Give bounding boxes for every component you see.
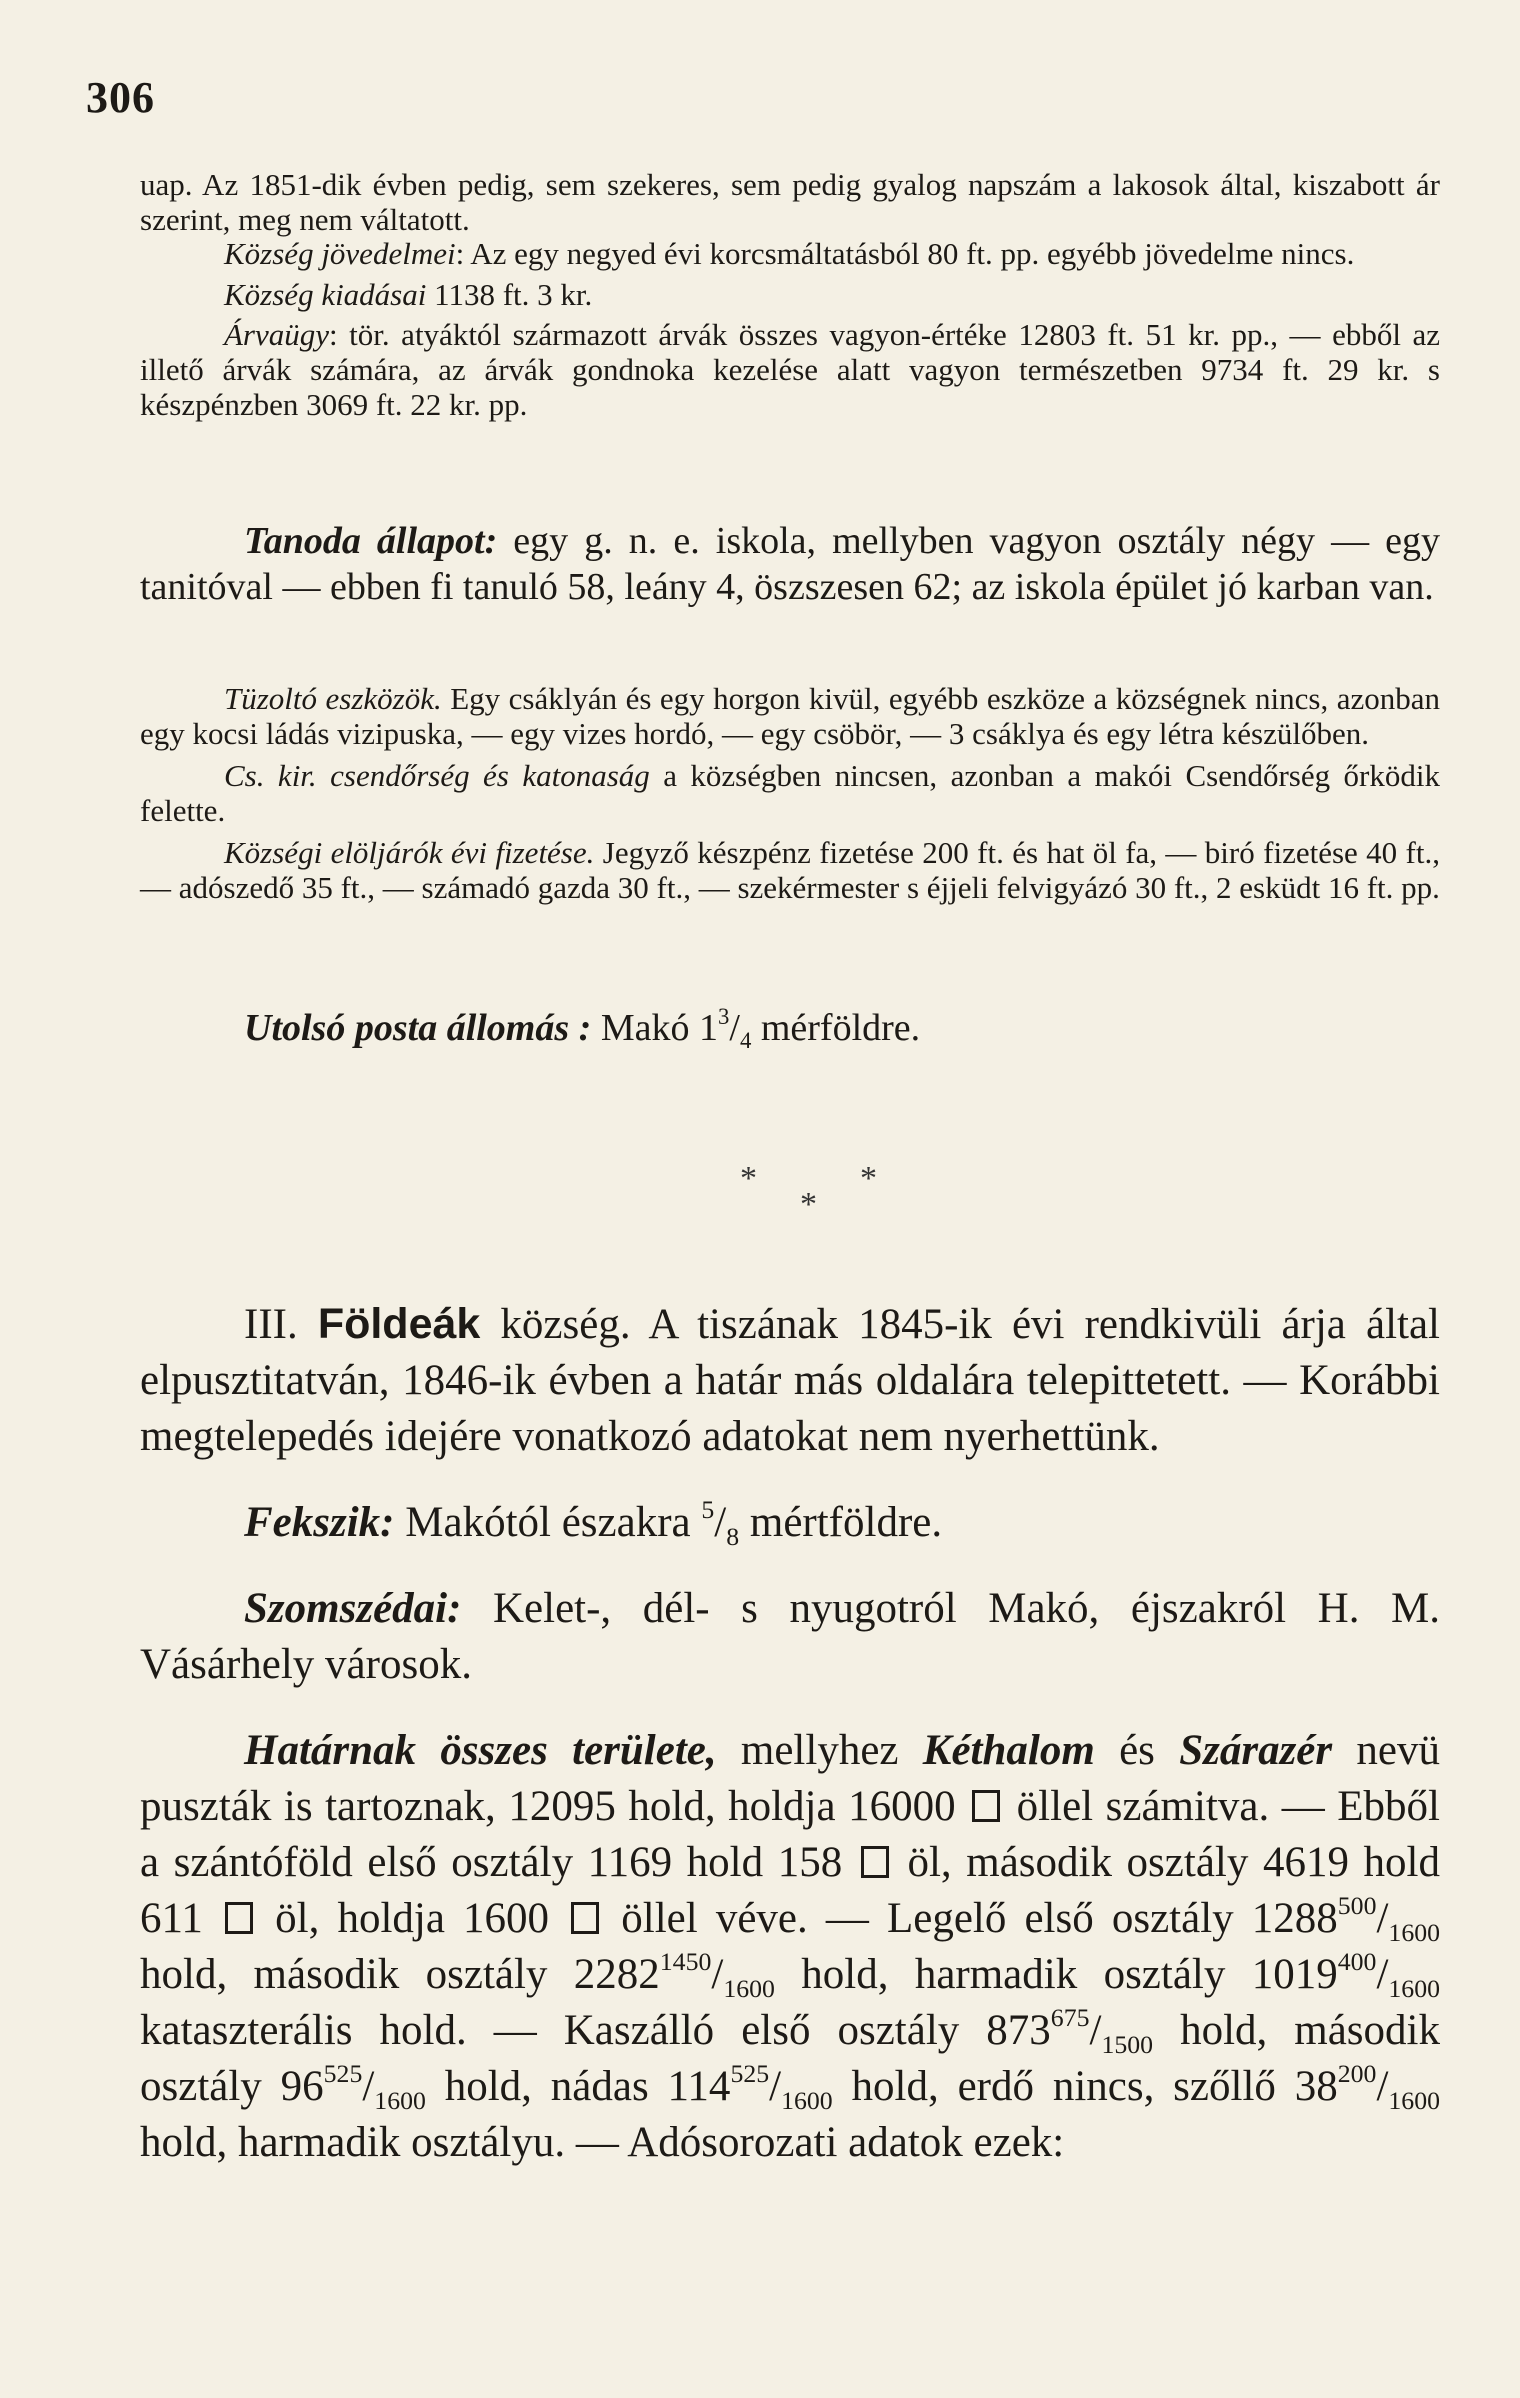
label-kiadasai: Község kiadásai bbox=[224, 276, 427, 312]
tanoda-block bbox=[140, 518, 1440, 610]
fraction: $^{500}/_{1600}$ bbox=[1337, 1890, 1441, 1948]
fraction: $^{200}/_{1600}$ bbox=[1337, 2058, 1440, 2116]
paragraph-tanoda: Tanoda állapot: egy g. n. e. iskola, mellyben vagyon osztály négy — egy tanitóval — ebben fi tanuló 58, leány 4, öszszesen 62; az iskola épület jó karban van. bbox=[140, 520, 1440, 608]
fraction-posta: $^3/_4$ bbox=[717, 1004, 752, 1053]
label-tanoda: Tanoda állapot: bbox=[244, 520, 498, 562]
fraction-fekszik: $^5/_8$ bbox=[701, 1494, 740, 1552]
fraction: $^{525}/_{1600}$ bbox=[730, 2058, 833, 2116]
section-title: Földeák bbox=[317, 1300, 481, 1348]
square-fathom-icon bbox=[972, 1790, 1000, 1822]
paragraph-posta: Utolsó posta állomás : Makó $1^3/_4$ mérföldre. bbox=[244, 1004, 921, 1053]
section-foldeak bbox=[140, 1296, 1440, 2171]
paragraph-csendorseg: Cs. kir. csendőrség és katonaság a községben nincsen, azonban a makói Csendőrség őrködik felette. bbox=[140, 758, 1440, 828]
paragraph-uap: uap. Az 1851-dik évben pedig, sem szekeres, sem pedig gyalog napszám a lakosok által, kiszabott ár szerint, meg nem váltatott. bbox=[140, 167, 1440, 237]
label-arvaugy: Árvaügy bbox=[224, 317, 330, 353]
square-fathom-icon bbox=[225, 1902, 253, 1934]
fraction: $^{675}/_{1500}$ bbox=[1050, 2002, 1154, 2060]
label-tuzolto: Tüzoltó eszközök. bbox=[224, 681, 442, 716]
paragraph-szomszedai: Szomszédai: Kelet-, dél- s nyugotról Makó, éjszakról H. M. Vásárhely városok. bbox=[140, 1585, 1440, 1688]
paragraph-intro: III. Földeák község. A tiszának 1845-ik évi rendkivüli árja által elpusztitatván, 1846-ik évben a határ más oldalára telepittetett. — Korábbi megtelepedés idejére vonatkozó adatokat nem nyerhettünk. bbox=[140, 1300, 1440, 1460]
posta-block bbox=[140, 1005, 1440, 1051]
star-2: * bbox=[860, 1160, 877, 1197]
label-posta: Utolsó posta állomás : bbox=[244, 1007, 592, 1049]
label-hatar: Határnak összes területe, bbox=[244, 1727, 717, 1774]
paragraph-jovedelmei: Község jövedelmei: Az egy negyed évi korcsmáltatásból 80 ft. pp. egyébb jövedelme nincs. bbox=[224, 236, 1355, 272]
fraction: $^{400}/_{1600}$ bbox=[1337, 1946, 1440, 2004]
paragraph-arvaugy: Árvaügy: tör. atyáktól származott árvák összes vagyon-értéke 12803 ft. 51 kr. pp., — ebből az illető árvák számára, az árvák gondnoka kezelése alatt vagyon természetben 9734 ft. 29 kr. s készpénzben 3069 ft. 22 kr. pp. bbox=[140, 317, 1440, 422]
label-csendorseg: Cs. kir. csendőrség és katonaság bbox=[224, 758, 650, 794]
section-divider-stars bbox=[740, 1160, 920, 1230]
star-1: * bbox=[740, 1160, 757, 1197]
paragraph-eloljarok: Községi elöljárók évi fizetése. Jegyző készpénz fizetése 200 ft. és hat öl fa, — biró fizetése 40 ft., — adószedő 35 ft., — számadó gazda 30 ft., — szekérmester s éjjeli felvigyázó 30 ft., 2 esküdt 16 ft. pp. bbox=[140, 835, 1440, 905]
label-fekszik: Fekszik: bbox=[244, 1499, 395, 1546]
square-fathom-icon bbox=[571, 1902, 599, 1934]
page-number: 306 bbox=[86, 73, 155, 122]
section-number: III. bbox=[244, 1301, 298, 1348]
place-kethalom: Kéthalom bbox=[922, 1727, 1095, 1774]
paragraph-hatar: Határnak összes területe, mellyhez Kéthalom és Szárazér nevü puszták is tartoznak, 12095 hold, holdja 16000 öllel számitva. — Ebből a szántóföld első osztály 1169 hold 158 öl, második osztály 4619 hold 611 öl, holdja 1600 öllel véve. — Legelő első osztály $1288^{500}/_{1600}$ hold, második osztály $2282^{1450}/_{1600}$ hold, harmadik osztály $1019^{400}/_{1600}$ kataszterális hold. — Kaszálló első osztály $873^{675}/_{1500}$ hold, második osztály $96^{525}/_{1600}$ hold, nádas $114^{525}/_{1600}$ hold, erdő nincs, szőllő $38^{200}/_{1600}$ hold, harmadik osztályu. — Adósorozati adatok ezek: bbox=[140, 1727, 1441, 2166]
fraction: $^{1450}/_{1600}$ bbox=[659, 1946, 775, 2004]
star-3: * bbox=[800, 1186, 817, 1223]
paragraph-kiadasai: Község kiadásai 1138 ft. 3 kr. bbox=[224, 276, 593, 312]
fraction: $^{525}/_{1600}$ bbox=[323, 2058, 426, 2116]
small-text-block-2 bbox=[140, 682, 1440, 906]
paragraph-tuzolto: Tüzoltó eszközök. Egy csáklyán és egy horgon kivül, egyébb eszköze a községnek nincs, azonban egy kocsi ládás vizipuska, — egy vizes hordó, — egy csöbör, — 3 csáklya és egy létra készülőben. bbox=[140, 681, 1441, 751]
square-fathom-icon bbox=[861, 1846, 889, 1878]
label-jovedelmei: Község jövedelmei bbox=[224, 236, 456, 272]
paragraph-fekszik: Fekszik: Makótól északra $^5/_8$ mértföldre. bbox=[244, 1494, 943, 1552]
label-eloljarok: Községi elöljárók évi fizetése. bbox=[224, 835, 595, 871]
place-szarazer: Szárazér bbox=[1179, 1727, 1333, 1774]
label-szomszedai: Szomszédai: bbox=[244, 1585, 462, 1632]
small-text-block-1 bbox=[140, 168, 1440, 422]
